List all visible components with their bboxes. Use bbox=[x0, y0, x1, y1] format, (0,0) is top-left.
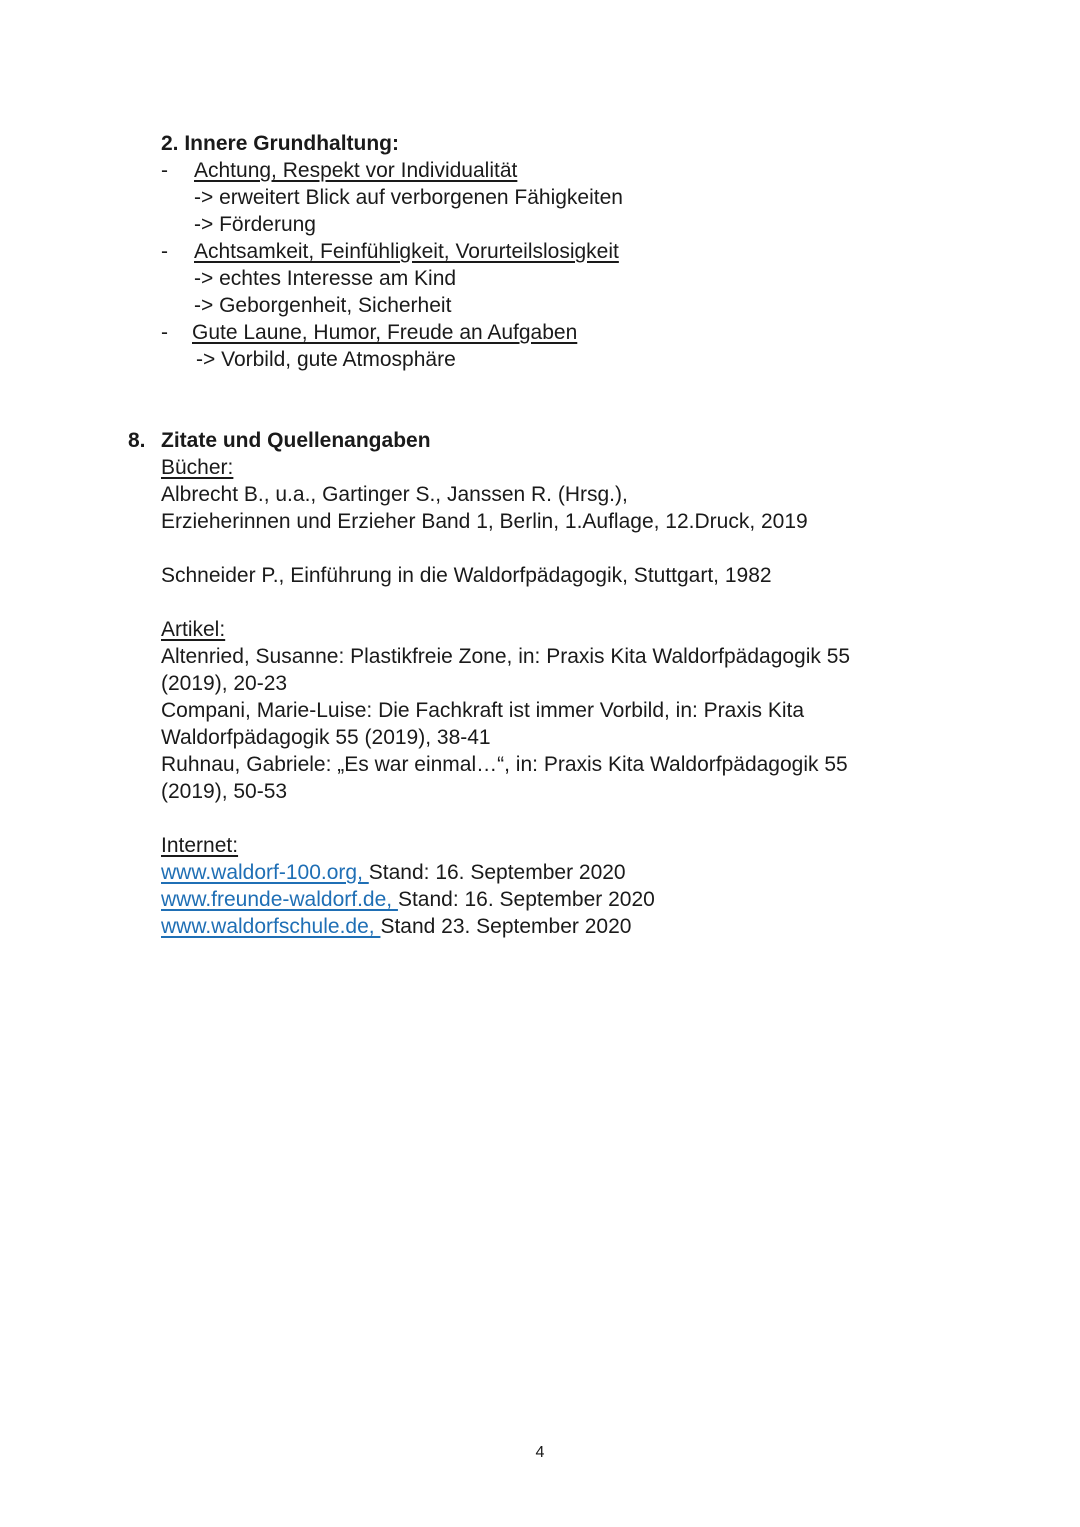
page-number: 4 bbox=[535, 1444, 545, 1461]
article-entry-line: Ruhnau, Gabriele: „Es war einmal…“, in: Praxis Kita Waldorfpädagogik 55 bbox=[161, 753, 848, 776]
list-item-title: Achtsamkeit, Feinfühligkeit, Vorurteilslosigkeit bbox=[194, 240, 619, 263]
list-dash: - bbox=[161, 240, 168, 263]
section-heading-inner: 2. Innere Grundhaltung: bbox=[161, 132, 400, 155]
link-freunde-waldorf[interactable]: www.freunde-waldorf.de, bbox=[161, 888, 398, 911]
books-label: Bücher: bbox=[161, 456, 234, 479]
stand-date: Stand: 16. September 2020 bbox=[397, 888, 655, 911]
list-item-title: Gute Laune, Humor, Freude an Aufgaben bbox=[192, 321, 578, 344]
internet-entry bbox=[161, 859, 626, 886]
article-entry-line: Waldorfpädagogik 55 (2019), 38-41 bbox=[161, 726, 491, 749]
list-item-title: Achtung, Respekt vor Individualität bbox=[194, 159, 518, 182]
link-waldorfschule[interactable]: www.waldorfschule.de, bbox=[161, 915, 381, 938]
stand-date: Stand 23. September 2020 bbox=[380, 915, 632, 938]
section-title: Zitate und Quellenangaben bbox=[161, 429, 431, 452]
section-number: 8. bbox=[128, 429, 146, 452]
list-subitem: -> Geborgenheit, Sicherheit bbox=[194, 294, 452, 317]
article-entry-line: Altenried, Susanne: Plastikfreie Zone, in: Praxis Kita Waldorfpädagogik 55 bbox=[161, 645, 851, 668]
book-entry-line: Albrecht B., u.a., Gartinger S., Janssen R. (Hrsg.), bbox=[161, 483, 628, 506]
articles-label: Artikel: bbox=[161, 618, 226, 641]
internet-label: Internet: bbox=[161, 834, 239, 857]
internet-entry bbox=[161, 913, 631, 940]
link-waldorf-100[interactable]: www.waldorf-100.org, bbox=[161, 861, 369, 884]
list-subitem: -> erweitert Blick auf verborgenen Fähigkeiten bbox=[194, 186, 623, 209]
internet-entry bbox=[161, 886, 655, 913]
article-entry-line: Compani, Marie-Luise: Die Fachkraft ist immer Vorbild, in: Praxis Kita bbox=[161, 699, 805, 722]
list-subitem: -> Förderung bbox=[194, 213, 316, 236]
stand-date: Stand: 16. September 2020 bbox=[368, 861, 626, 884]
list-dash: - bbox=[161, 321, 168, 344]
list-subitem: -> Vorbild, gute Atmosphäre bbox=[196, 348, 456, 371]
book-entry-line: Erzieherinnen und Erzieher Band 1, Berlin, 1.Auflage, 12.Druck, 2019 bbox=[161, 510, 808, 533]
section-heading-sources bbox=[0, 427, 1080, 454]
book-entry-line: Schneider P., Einführung in die Waldorfpädagogik, Stuttgart, 1982 bbox=[161, 564, 772, 587]
article-entry-line: (2019), 20-23 bbox=[161, 672, 288, 695]
list-subitem: -> echtes Interesse am Kind bbox=[194, 267, 457, 290]
article-entry-line: (2019), 50-53 bbox=[161, 780, 288, 803]
list-dash: - bbox=[161, 159, 168, 182]
